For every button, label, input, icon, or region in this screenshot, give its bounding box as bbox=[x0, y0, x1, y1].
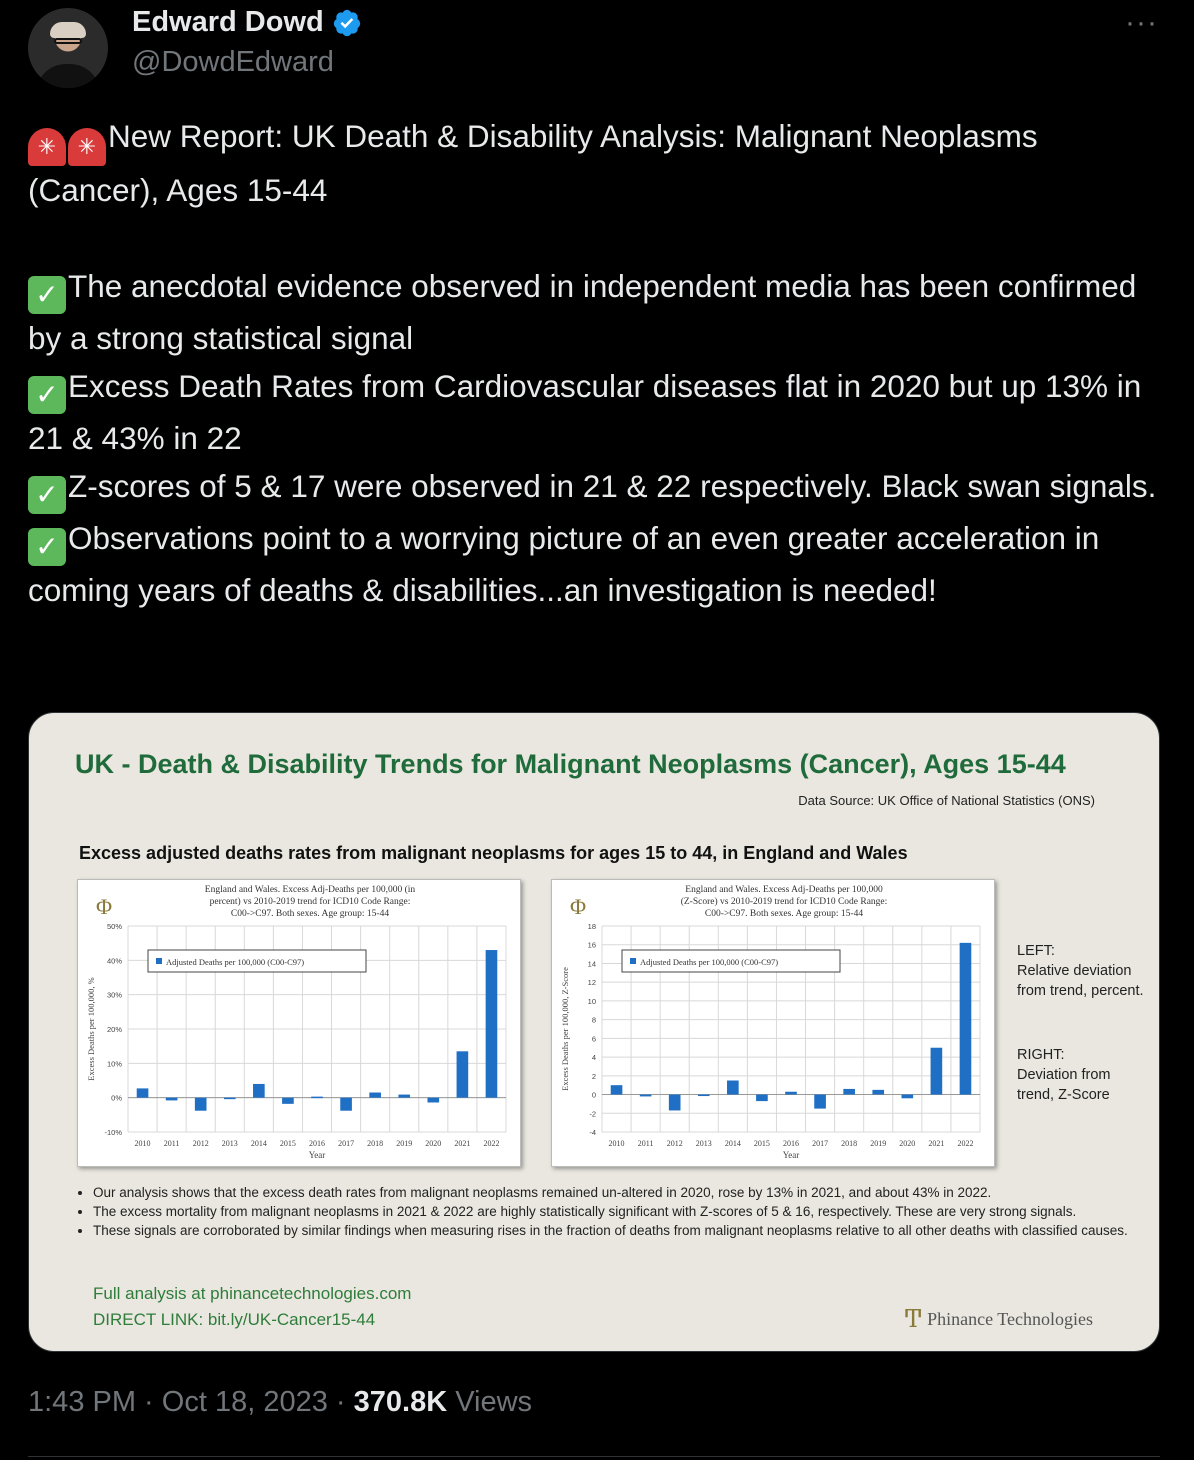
x-tick-label: 2013 bbox=[695, 1139, 712, 1148]
x-tick-label: 2010 bbox=[134, 1139, 151, 1148]
bar bbox=[457, 1051, 469, 1097]
x-tick-label: 2022 bbox=[483, 1139, 500, 1148]
y-tick-label: 50% bbox=[106, 922, 122, 931]
y-axis-label: Excess Deaths per 100,000, Z-Score bbox=[560, 967, 570, 1091]
legend-label: Adjusted Deaths per 100,000 (C00-C97) bbox=[640, 957, 779, 967]
tweet-date[interactable]: Oct 18, 2023 bbox=[161, 1386, 328, 1418]
x-tick-label: 2018 bbox=[841, 1139, 858, 1148]
author-handle[interactable]: @DowdEdward bbox=[132, 46, 334, 78]
avatar[interactable] bbox=[28, 8, 108, 88]
x-tick-label: 2021 bbox=[928, 1139, 945, 1148]
chart-logo-icon: Φ bbox=[570, 894, 587, 919]
brand bbox=[905, 1305, 1093, 1334]
x-tick-label: 2011 bbox=[637, 1139, 654, 1148]
y-tick-label: 0% bbox=[111, 1093, 122, 1103]
bar bbox=[282, 1098, 294, 1104]
x-tick-label: 2015 bbox=[279, 1139, 296, 1148]
bar bbox=[137, 1088, 149, 1097]
bar bbox=[872, 1090, 884, 1095]
bar bbox=[901, 1095, 913, 1099]
y-tick-label: 12 bbox=[587, 978, 596, 988]
tweet-point-text: Excess Death Rates from Cardiovascular diseases flat in 2020 but up 13% in 21 & 43% in 22 bbox=[28, 368, 1142, 456]
bar bbox=[698, 1095, 710, 1097]
avatar-shirt bbox=[36, 64, 100, 88]
findings-list bbox=[79, 1183, 1139, 1240]
tweet-point bbox=[28, 362, 1168, 462]
infographic-title: UK - Death & Disability Trends for Malignant Neoplasms (Cancer), Ages 15-44 bbox=[75, 749, 1066, 779]
x-tick-label: 2012 bbox=[192, 1139, 209, 1148]
chart-title-line: England and Wales. Excess Adj-Deaths per 100,000 (in bbox=[204, 885, 416, 895]
meta-separator: · bbox=[136, 1386, 162, 1418]
y-tick-label: 14 bbox=[587, 959, 596, 969]
bar bbox=[931, 1048, 943, 1095]
check-mark-emoji-icon: ✓ bbox=[28, 276, 66, 314]
x-tick-label: 2013 bbox=[221, 1139, 238, 1148]
bar bbox=[611, 1085, 623, 1094]
x-tick-label: 2017 bbox=[812, 1139, 829, 1148]
check-mark-emoji-icon: ✓ bbox=[28, 376, 66, 414]
data-source: Data Source: UK Office of National Statistics (ONS) bbox=[798, 793, 1095, 808]
x-tick-label: 2017 bbox=[338, 1139, 355, 1148]
x-tick-label: 2022 bbox=[957, 1139, 974, 1148]
brand-name: Phinance Technologies bbox=[927, 1309, 1093, 1329]
x-tick-label: 2015 bbox=[753, 1139, 770, 1148]
x-axis-label: Year bbox=[308, 1150, 326, 1160]
y-tick-label: -10% bbox=[104, 1128, 122, 1137]
finding-item: • The excess mortality from malignant neoplasms in 2021 & 2022 are highly statistically significant with Z-scores of 5 & 16, respectively. These are very strong signals. bbox=[93, 1202, 1139, 1221]
y-tick-label: 2 bbox=[591, 1071, 596, 1081]
tweet-title: New Report: UK Death & Disability Analysis: Malignant Neoplasms (Cancer), Ages 15-44 bbox=[28, 118, 1038, 208]
tweet-time[interactable]: 1:43 PM bbox=[28, 1386, 136, 1418]
bar bbox=[486, 950, 498, 1098]
y-tick-label: 0 bbox=[591, 1090, 596, 1100]
chart-title-line: C00->C97. Both sexes. Age group: 15-44 bbox=[704, 909, 864, 919]
finding-item: • These signals are corroborated by similar findings when measuring rises in the fraction of deaths from malignant neoplasms relative to all other deaths with classified causes. bbox=[93, 1221, 1139, 1240]
bar bbox=[340, 1098, 352, 1111]
bar bbox=[427, 1098, 439, 1103]
bar bbox=[843, 1089, 855, 1095]
side-note-left: LEFT: Relative deviation from trend, percent. bbox=[1017, 943, 1144, 999]
bar bbox=[727, 1081, 739, 1095]
bar bbox=[398, 1095, 410, 1098]
direct-link: DIRECT LINK: bit.ly/UK-Cancer15-44 bbox=[93, 1310, 376, 1329]
y-tick-label: -2 bbox=[589, 1109, 596, 1119]
bar bbox=[195, 1098, 207, 1111]
y-tick-label: 16 bbox=[587, 940, 596, 950]
y-tick-label: 6 bbox=[591, 1034, 596, 1044]
y-tick-label: 10% bbox=[106, 1059, 122, 1069]
author-name-row[interactable] bbox=[132, 6, 362, 39]
tweet-point-text: Observations point to a worrying picture of an even greater acceleration in coming years of deaths & disabilities...an investigation is needed! bbox=[28, 520, 1100, 608]
views-count: 370.8K bbox=[353, 1386, 448, 1418]
y-tick-label: 18 bbox=[587, 922, 596, 931]
check-mark-emoji-icon: ✓ bbox=[28, 528, 66, 566]
bar bbox=[756, 1095, 768, 1102]
avatar-hair bbox=[50, 22, 86, 38]
check-mark-emoji-icon: ✓ bbox=[28, 476, 66, 514]
bar bbox=[640, 1095, 652, 1097]
bar bbox=[224, 1098, 236, 1100]
y-tick-label: 10 bbox=[587, 996, 596, 1006]
x-tick-label: 2012 bbox=[666, 1139, 683, 1148]
x-axis-label: Year bbox=[782, 1150, 800, 1160]
y-tick-label: 8 bbox=[591, 1015, 596, 1025]
y-tick-label: 30% bbox=[106, 990, 122, 1000]
divider bbox=[28, 1456, 1160, 1457]
bar bbox=[369, 1093, 381, 1098]
chart-panel-percent bbox=[77, 879, 521, 1167]
tweet-meta bbox=[28, 1386, 532, 1419]
author-name[interactable]: Edward Dowd bbox=[132, 6, 324, 38]
chart-title-line: (Z-Score) vs 2010-2019 trend for ICD10 Code Range: bbox=[680, 897, 888, 907]
legend-swatch bbox=[630, 958, 636, 964]
x-tick-label: 2021 bbox=[454, 1139, 471, 1148]
x-tick-label: 2014 bbox=[250, 1139, 267, 1148]
x-tick-label: 2010 bbox=[608, 1139, 625, 1148]
tweet-point bbox=[28, 262, 1168, 362]
verified-badge-icon bbox=[332, 8, 362, 38]
siren-emoji-icon: ✳ bbox=[28, 128, 66, 166]
bar bbox=[960, 943, 972, 1095]
ellipsis-icon[interactable]: ··· bbox=[1125, 6, 1158, 39]
infographic-subtitle: Excess adjusted deaths rates from malignant neoplasms for ages 15 to 44, in England and Wales bbox=[79, 843, 908, 863]
bar bbox=[311, 1097, 323, 1099]
y-tick-label: 4 bbox=[591, 1053, 596, 1063]
tweet-point-text: Z-scores of 5 & 17 were observed in 21 & 22 respectively. Black swan signals. bbox=[68, 468, 1157, 504]
chart-title-line: percent) vs 2010-2019 trend for ICD10 Code Range: bbox=[209, 897, 411, 907]
bar bbox=[166, 1098, 178, 1101]
tweet-point bbox=[28, 462, 1168, 514]
y-axis-label: Excess Deaths per 100,000, % bbox=[86, 977, 96, 1081]
chart-percent bbox=[78, 880, 522, 1168]
y-tick-label: 20% bbox=[106, 1025, 122, 1034]
bar bbox=[814, 1095, 826, 1109]
analysis-link: Full analysis at phinancetechnologies.com bbox=[93, 1284, 412, 1303]
finding-item: • Our analysis shows that the excess death rates from malignant neoplasms remained un-altered in 2020, rose by 13% in 2021, and about 43% in 2022. bbox=[93, 1183, 1139, 1202]
legend-label: Adjusted Deaths per 100,000 (C00-C97) bbox=[166, 957, 305, 967]
analysis-links bbox=[93, 1281, 411, 1333]
meta-separator: · bbox=[327, 1386, 354, 1418]
x-tick-label: 2019 bbox=[870, 1139, 887, 1148]
tweet-image[interactable] bbox=[28, 712, 1160, 1352]
bar bbox=[669, 1095, 681, 1111]
x-tick-label: 2016 bbox=[309, 1139, 325, 1148]
x-tick-label: 2018 bbox=[367, 1139, 384, 1148]
legend-swatch bbox=[156, 958, 162, 964]
phinance-logo-icon: Ͳ bbox=[905, 1307, 922, 1333]
tweet-point-text: The anecdotal evidence observed in independent media has been confirmed by a strong statistical signal bbox=[28, 268, 1137, 356]
y-tick-label: -4 bbox=[589, 1128, 596, 1137]
chart-panel-zscore bbox=[551, 879, 995, 1167]
chart-zscore bbox=[552, 880, 996, 1168]
x-tick-label: 2020 bbox=[425, 1139, 442, 1148]
side-note-right: RIGHT: Deviation from trend, Z-Score bbox=[1017, 1047, 1111, 1103]
views-label: Views bbox=[447, 1386, 533, 1418]
bar bbox=[253, 1084, 265, 1098]
x-tick-label: 2016 bbox=[783, 1139, 799, 1148]
chart-title-line: C00->C97. Both sexes. Age group: 15-44 bbox=[230, 909, 390, 919]
y-tick-label: 40% bbox=[106, 956, 122, 966]
siren-emoji-icon: ✳ bbox=[68, 128, 106, 166]
tweet-title-line bbox=[28, 112, 1168, 214]
x-tick-label: 2011 bbox=[163, 1139, 180, 1148]
tweet-point bbox=[28, 514, 1168, 614]
bar bbox=[785, 1092, 797, 1095]
chart-logo-icon: Φ bbox=[96, 894, 113, 919]
chart-title-line: England and Wales. Excess Adj-Deaths per 100,000 bbox=[685, 885, 883, 895]
avatar-glasses bbox=[54, 38, 82, 44]
tweet-spacer bbox=[28, 214, 1168, 262]
tweet-text bbox=[28, 112, 1168, 614]
x-tick-label: 2020 bbox=[899, 1139, 916, 1148]
x-tick-label: 2014 bbox=[724, 1139, 741, 1148]
x-tick-label: 2019 bbox=[396, 1139, 413, 1148]
